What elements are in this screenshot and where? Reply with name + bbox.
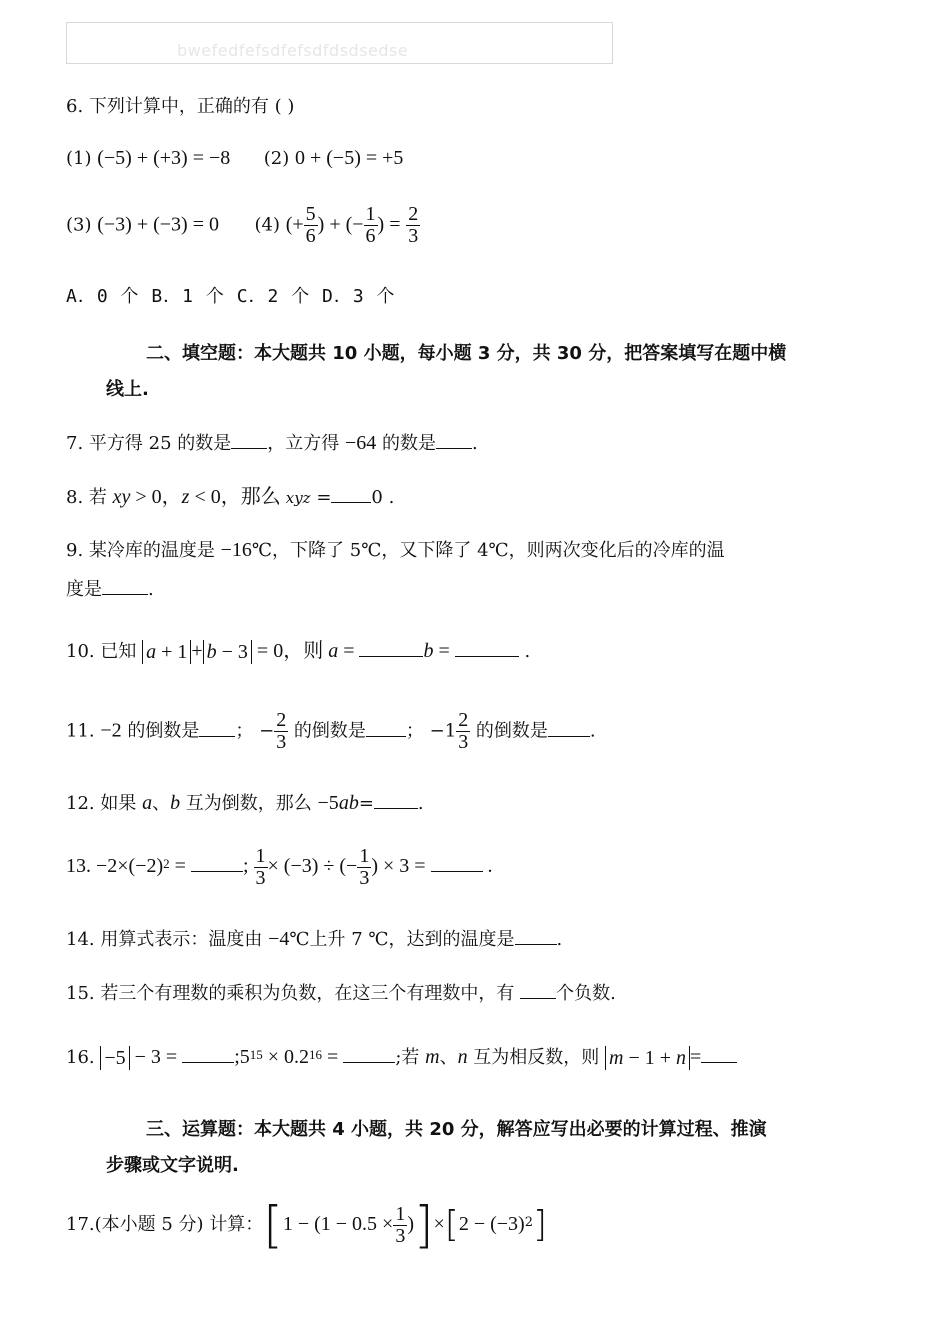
header-box <box>66 22 613 64</box>
right-bracket: ] <box>533 1204 548 1245</box>
question-9: 9. 某冷库的温度是 −16℃，下降了 5℃，又下降了 4℃，则两次变化后的冷库的温 <box>66 539 725 561</box>
question-14: 14. 用算式表示：温度由 −4℃上升 7 ℃，达到的温度是 . <box>66 928 563 950</box>
absolute-value: −5 <box>100 1046 129 1070</box>
question-17: 17.(本小题 5 分) 计算：[1 − (1 − 0.5 × $\frac{1}{3}$ )]$\times[2 - (-3)^2]$ <box>66 1196 548 1254</box>
question-10: 10. 已知 a + 1 + b − 3 = 0，则 a = b = . <box>66 640 531 663</box>
fraction: $\frac{2}{3}$ <box>458 709 469 753</box>
question-8: 8. 若 xy > 0，z < 0，那么 xyz = 0 . <box>66 486 395 508</box>
answer-blank <box>231 432 267 449</box>
left-bracket: [ <box>444 1204 459 1245</box>
question-7: 7. 平方得 25 的数是 ，立方得 −64 的数是 . <box>66 432 478 454</box>
absolute-value: a + 1 <box>142 640 191 664</box>
question-13: 13. $-2\times(-2)^2$ = ; $\frac{1}{3}$ × (−3) ÷ (− $\frac{1}{3}$ ) × 3 = . <box>66 845 493 889</box>
answer-blank <box>331 486 371 503</box>
question-6-options: A．0 个 B．1 个 C．2 个 D．3 个 <box>66 286 396 307</box>
left-bracket: [ <box>263 1196 283 1254</box>
question-16: 16. $-5 - 3 = ;5^{15} \times 0.2^{16}$ = ;若 m、n 互为相反数，则 m − 1 + n = <box>66 1046 737 1070</box>
question-6-items-3-4: (3) (−3) + (−3) = 0 (4) (+ $\frac{5}{6}$ ) + (− $\frac{1}{6}$ ) = $\frac{2}{3}$ <box>66 203 419 247</box>
answer-blank <box>436 432 472 449</box>
absolute-value: m − 1 + n <box>605 1046 690 1070</box>
answer-blank <box>701 1046 737 1063</box>
question-9-cont: 度是 . <box>66 579 154 600</box>
fraction: $\frac{2}{3}$ <box>276 709 287 753</box>
answer-blank <box>431 855 483 872</box>
right-bracket: ] <box>413 1196 434 1254</box>
fraction: $\frac{1}{3}$ <box>395 1202 406 1247</box>
fraction: $\frac{2}{3}$ <box>408 203 419 247</box>
answer-blank <box>191 855 243 872</box>
question-6-stem: 6. 下列计算中，正确的有 ( ) <box>66 96 295 117</box>
answer-blank <box>182 1046 234 1063</box>
answer-blank <box>374 792 418 809</box>
answer-blank <box>366 720 406 737</box>
answer-blank <box>520 982 556 999</box>
absolute-value: b − 3 <box>203 640 252 664</box>
question-12: 12. 如果 a、b 互为倒数，那么 −5ab= . <box>66 792 424 814</box>
answer-blank <box>515 928 557 945</box>
answer-blank <box>343 1046 395 1063</box>
section-2-heading-cont: 线上. <box>106 379 149 400</box>
watermark-text: bwefedfefsdfefsdfdsdsedse <box>177 41 409 60</box>
section-3-heading-cont: 步骤或文字说明. <box>106 1155 239 1176</box>
answer-blank <box>199 720 235 737</box>
fraction: $\frac{1}{6}$ <box>365 203 376 247</box>
answer-blank <box>102 578 148 595</box>
section-2-heading: 二、填空题：本大题共 10 小题，每小题 3 分，共 30 分，把答案填写在题中横 <box>146 343 787 364</box>
fraction: $\frac{5}{6}$ <box>305 203 316 247</box>
question-11: 11. −2 的倒数是 ； − $\frac{2}{3}$ 的倒数是 ； −1 $\frac{2}{3}$ 的倒数是 . <box>66 709 596 753</box>
answer-blank <box>359 640 423 657</box>
question-6-items-1-2: (1) (−5) + (+3) = −8 (2) 0 + (−5) = +5 <box>66 147 404 169</box>
answer-blank <box>548 720 590 737</box>
question-15: 15. 若三个有理数的乘积为负数，在这三个有理数中，有 个负数. <box>66 983 616 1004</box>
fraction: $\frac{1}{3}$ <box>359 845 370 889</box>
fraction: $\frac{1}{3}$ <box>255 845 266 889</box>
section-3-heading: 三、运算题：本大题共 4 小题，共 20 分，解答应写出必要的计算过程、推演 <box>146 1119 767 1140</box>
answer-blank <box>455 640 519 657</box>
